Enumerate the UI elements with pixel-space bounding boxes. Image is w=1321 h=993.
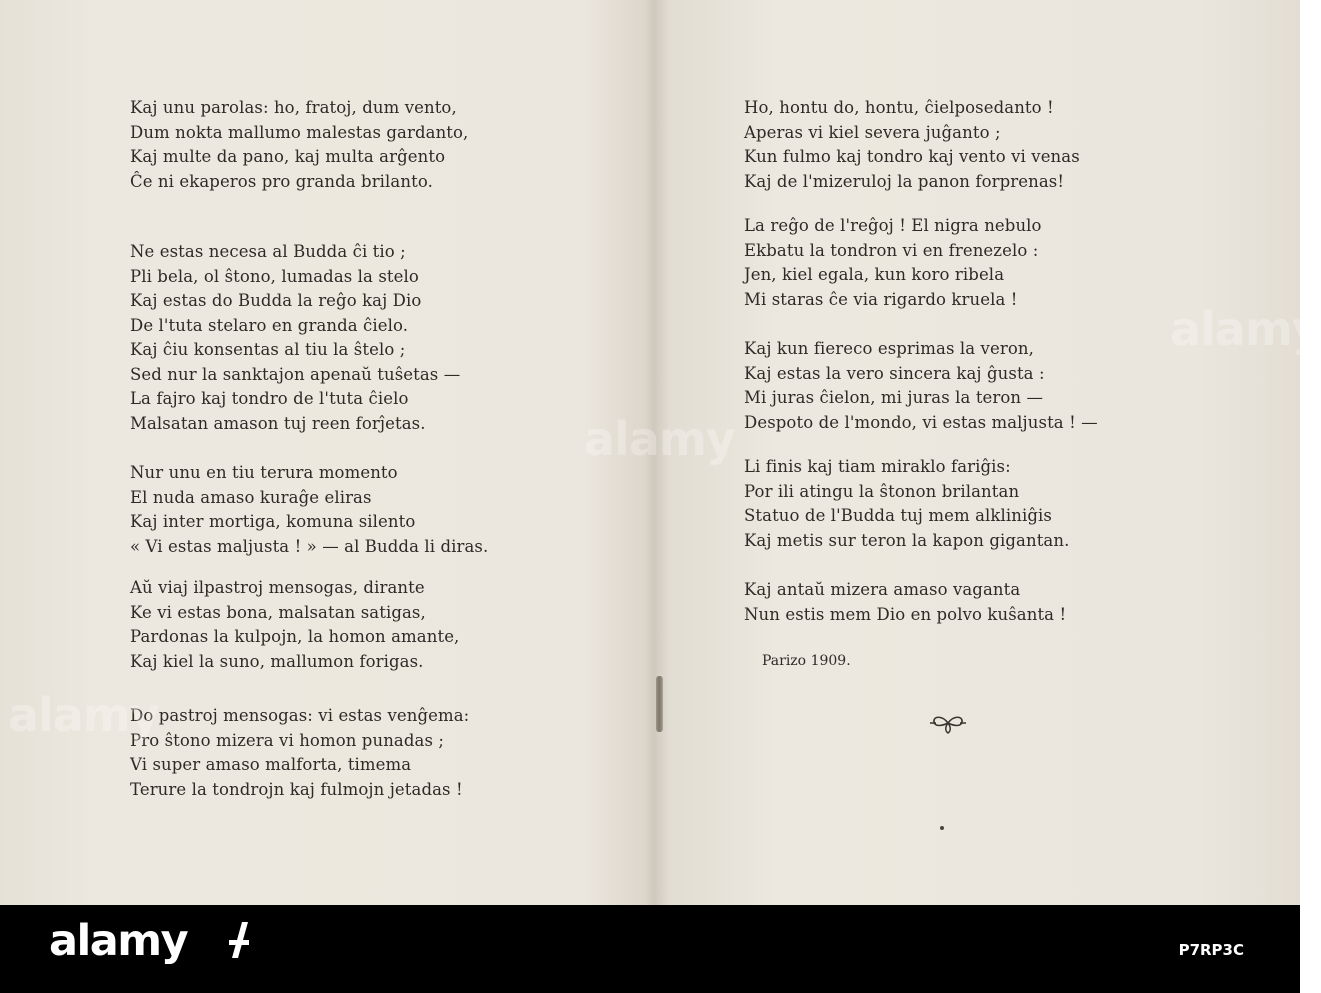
poem-line: Pardonas la kulpojn, la homon amante, xyxy=(130,627,460,647)
poem-line: Aperas vi kiel severa juĝanto ; xyxy=(744,122,1001,142)
watermark-center: alamy xyxy=(584,412,735,466)
fleuron-ornament-icon xyxy=(928,712,968,734)
poem-line: « Vi estas maljusta ! » — al Budda li diras. xyxy=(130,537,489,557)
poem-line: Ho, hontu do, hontu, ĉielposedanto ! xyxy=(744,98,1054,117)
poem-line: Kaj de l'mizeruloj la panon forprenas! xyxy=(744,172,1065,192)
poem-line: Kaj kiel la suno, mallumon forigas. xyxy=(130,652,424,672)
poem-line: De l'tuta stelaro en granda ĉielo. xyxy=(130,316,409,336)
poem-line: Ke vi estas bona, malsatan satigas, xyxy=(130,602,426,622)
poem-line: Kaj unu parolas: ho, fratoj, dum vento, xyxy=(130,98,457,117)
poem-line: Aŭ viaj ilpastroj mensogas, dirante xyxy=(130,578,425,597)
poem-line: Malsatan amason tuj reen forĵetas. xyxy=(130,414,426,434)
image-id: P7RP3C xyxy=(1178,941,1244,959)
stanza xyxy=(130,704,469,803)
footer-bar xyxy=(0,905,1300,993)
poem-line: Kaj antaŭ mizera amaso vaganta xyxy=(744,580,1021,599)
right-page xyxy=(652,0,1300,905)
stanza xyxy=(744,578,1066,627)
poem-line: Li finis kaj tiam miraklo fariĝis: xyxy=(744,457,1011,476)
poem-line: Ekbatu la tondron vi en frenezelo : xyxy=(744,240,1039,260)
poem-line: Jen, kiel egala, kun koro ribela xyxy=(744,265,1005,285)
poem-line: La fajro kaj tondro de l'tuta ĉielo xyxy=(130,389,409,409)
stanza xyxy=(744,455,1069,554)
stanza xyxy=(130,96,468,195)
poem-line: Despoto de l'mondo, vi estas maljusta ! — xyxy=(744,413,1098,433)
poem-line: Kun fulmo kaj tondro kaj vento vi venas xyxy=(744,147,1080,167)
left-page xyxy=(0,0,650,905)
stanza xyxy=(744,96,1080,195)
poem-line: Statuo de l'Budda tuj mem alkliniĝis xyxy=(744,506,1052,526)
poem-line: Mi staras ĉe via rigardo kruela ! xyxy=(744,290,1018,310)
stanza xyxy=(130,576,459,675)
poem-line: Dum nokta mallumo malestas gardanto, xyxy=(130,122,469,142)
stanza xyxy=(130,338,460,437)
stanza xyxy=(744,337,1098,436)
poem-line: Vi super amaso malforta, timema xyxy=(130,755,412,775)
stanza xyxy=(130,461,488,560)
poem-line: Pli bela, ol ŝtono, lumadas la stelo xyxy=(130,266,419,286)
signature-place-date: Parizo 1909. xyxy=(762,653,851,669)
poem-line: Ne estas necesa al Budda ĉi tio ; xyxy=(130,242,406,261)
poem-line: Kaj kun fiereco esprimas la veron, xyxy=(744,339,1034,358)
footer-logo: alamy xyxy=(49,916,188,966)
poem-line: Kaj ĉiu konsentas al tiu la ŝtelo ; xyxy=(130,340,406,359)
poem-line: Sed nur la sanktajon apenaŭ tuŝetas — xyxy=(130,364,461,384)
poem-line: Kaj estas la vero sincera kaj ĝusta : xyxy=(744,363,1045,383)
poem-line: Mi juras ĉielon, mi juras la teron — xyxy=(744,388,1044,408)
poem-line: Ĉe ni ekaperos pro granda brilanto. xyxy=(130,172,433,192)
watermark-right: alamy xyxy=(1170,302,1321,356)
poem-line: Nun estis mem Dio en polvo kuŝanta ! xyxy=(744,604,1067,624)
poem-line: Pro ŝtono mizera vi homon punadas ; xyxy=(130,730,445,750)
poem-line: Kaj inter mortiga, komuna silento xyxy=(130,512,416,532)
stanza xyxy=(744,214,1042,313)
poem-line: Terure la tondrojn kaj fulmojn jetadas ! xyxy=(130,780,463,800)
poem-line: Nur unu en tiu terura momento xyxy=(130,463,398,482)
poem-line: Kaj metis sur teron la kapon gigantan. xyxy=(744,531,1070,551)
watermark-left: alamy xyxy=(8,688,159,742)
poem-line: La reĝo de l'reĝoj ! El nigra nebulo xyxy=(744,216,1042,235)
poem-line: Kaj estas do Budda la reĝo kaj Dio xyxy=(130,291,422,311)
ink-speck xyxy=(940,826,944,830)
stanza xyxy=(130,240,421,339)
alamy-logo-icon xyxy=(226,918,254,962)
poem-line: Do pastroj mensogas: vi estas venĝema: xyxy=(130,706,470,725)
poem-line: Kaj multe da pano, kaj multa arĝento xyxy=(130,147,446,167)
poem-line: Por ili atingu la ŝtonon brilantan xyxy=(744,481,1020,501)
poem-line: El nuda amaso kuraĝe eliras xyxy=(130,487,372,507)
